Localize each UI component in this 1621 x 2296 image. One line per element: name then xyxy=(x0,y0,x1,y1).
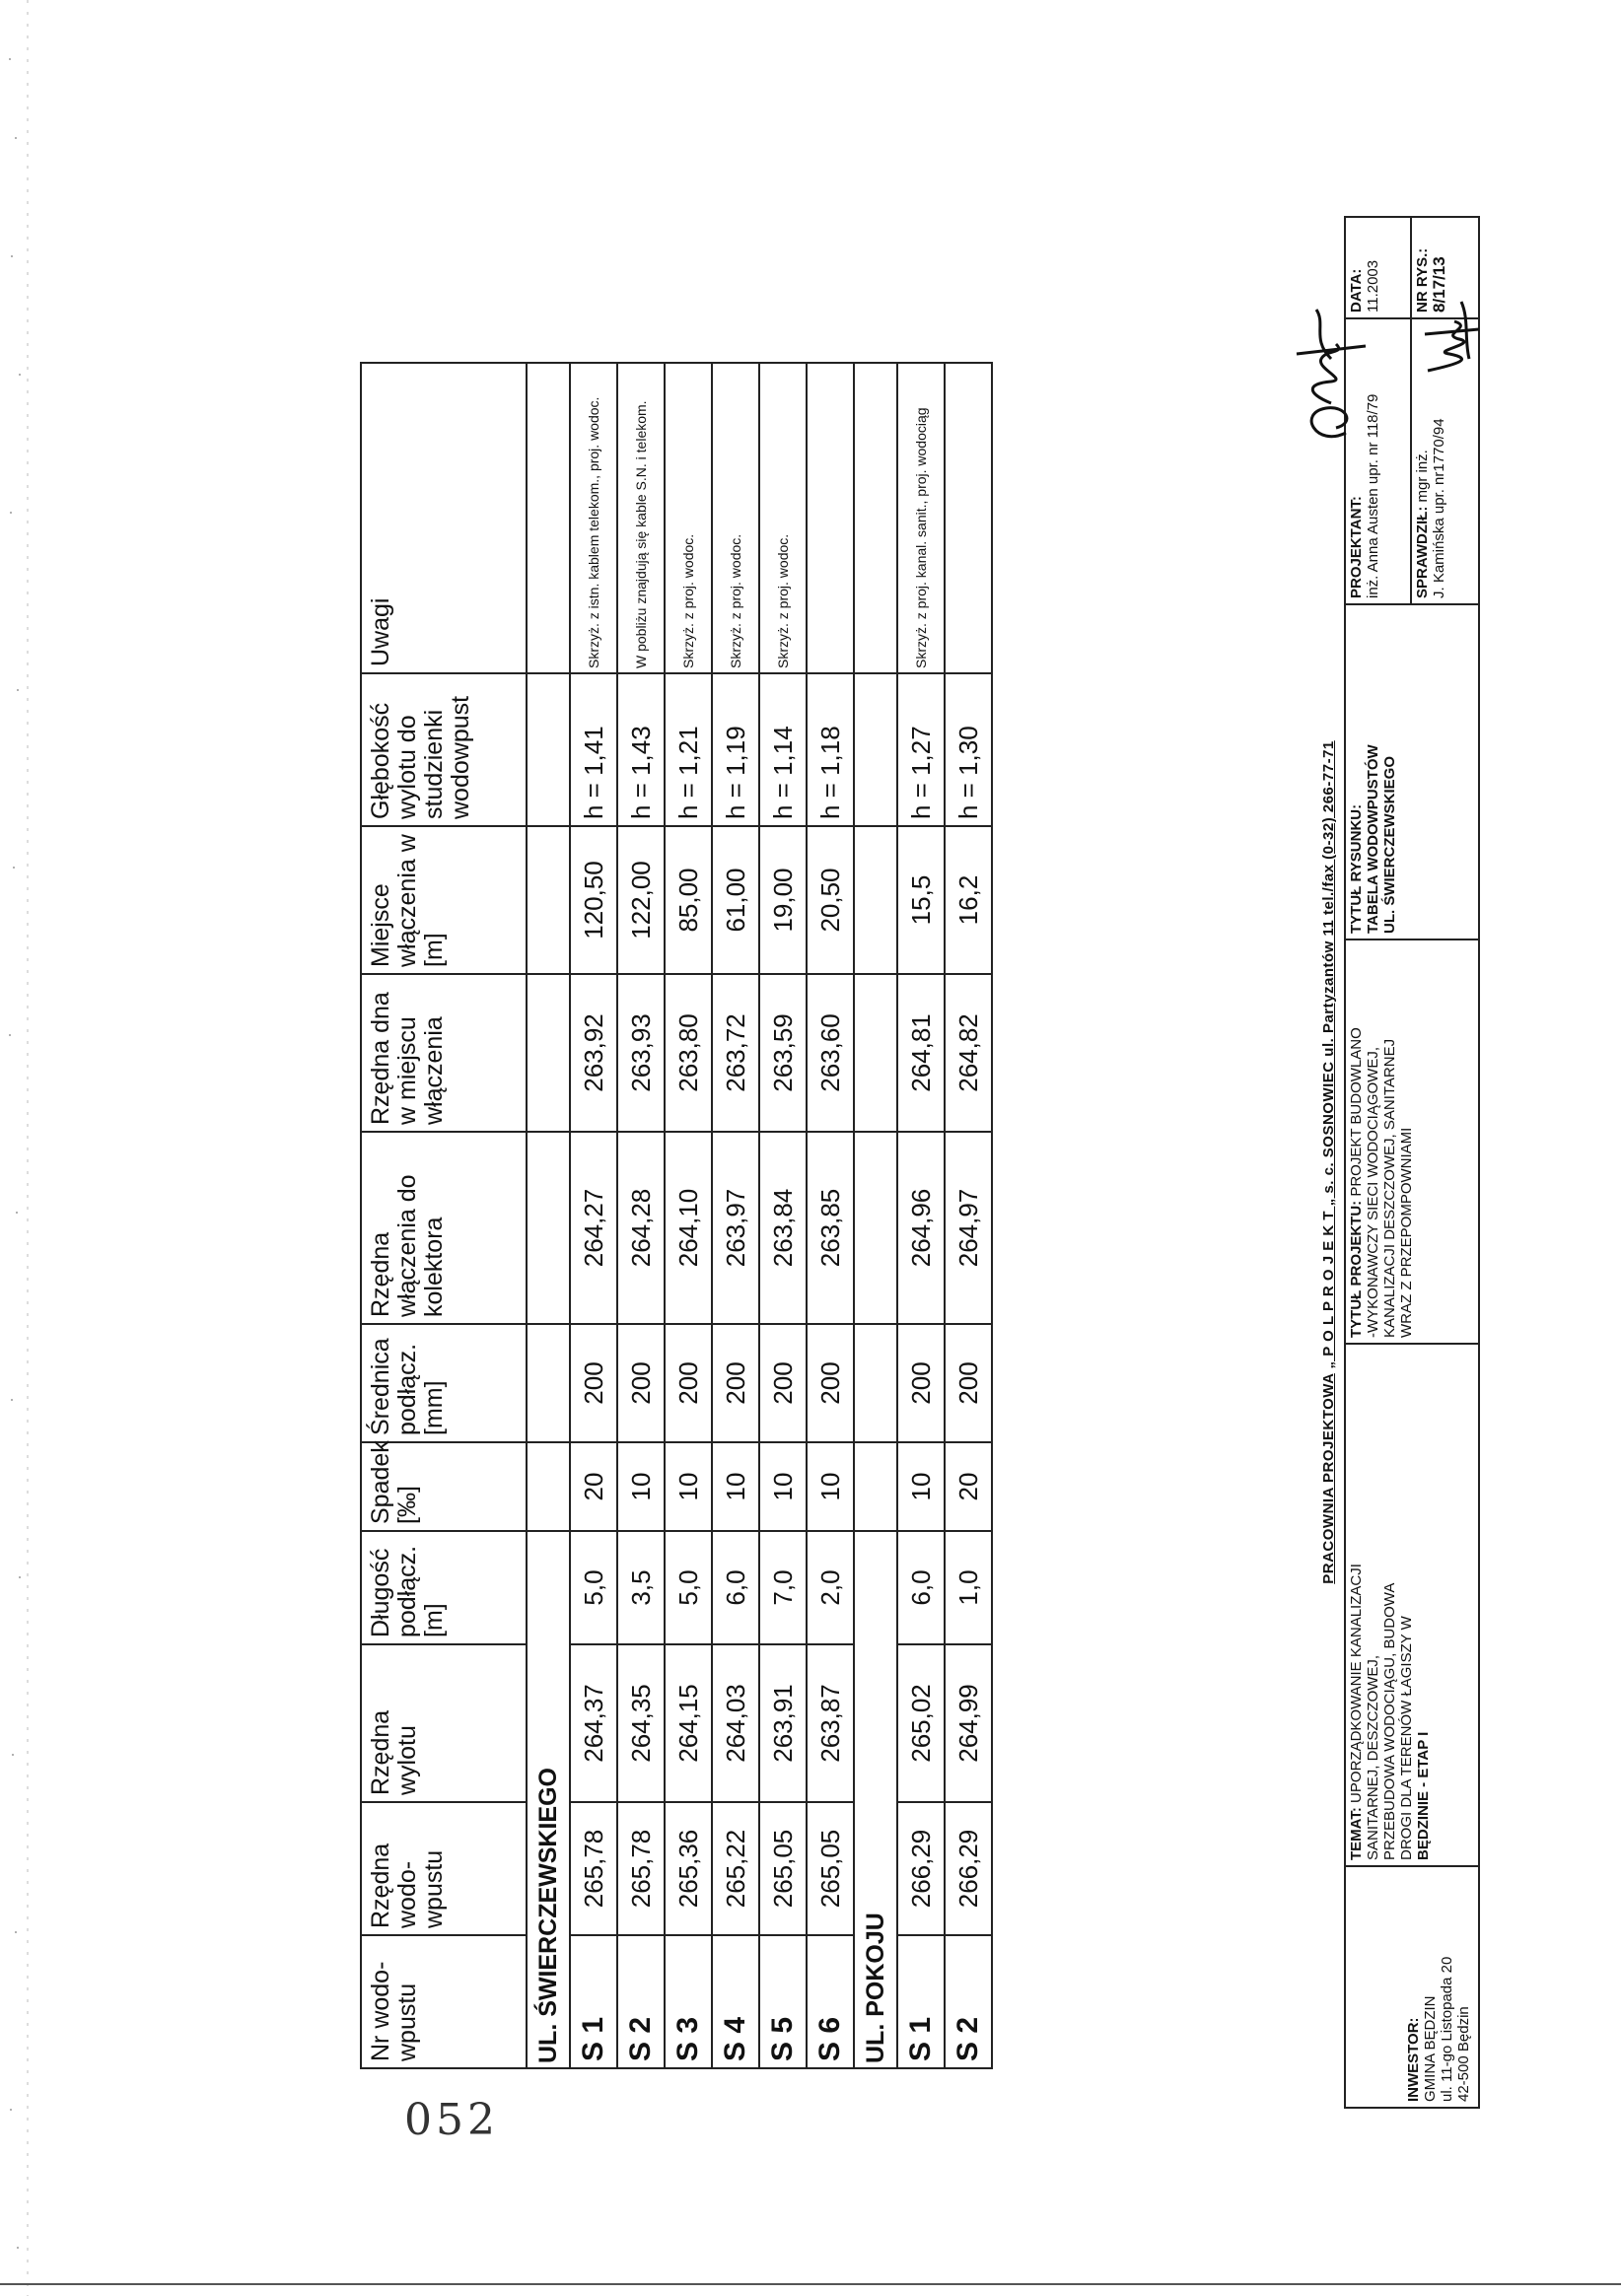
cell-inlet-elevation: 265,22 xyxy=(712,1802,759,1935)
project-title-line: -WYKONAWCZY SIECI WODOCIĄGOWEJ, xyxy=(1365,1046,1381,1338)
section-row-filler xyxy=(854,363,897,673)
section-row-filler xyxy=(854,1132,897,1324)
header-remarks: Uwagi xyxy=(361,363,527,673)
cell-nr: S 1 xyxy=(897,1935,945,2068)
cell-bottom-elevation: 264,82 xyxy=(945,974,992,1132)
cell-bottom-elevation: 263,80 xyxy=(665,974,712,1132)
section-row-filler xyxy=(527,826,570,974)
section-row-filler xyxy=(854,974,897,1132)
cell-remarks: W pobliżu znajdują się kable S.N. i telekom. xyxy=(617,363,665,673)
cell-length: 3,5 xyxy=(617,1531,665,1644)
cell-slope: 20 xyxy=(945,1442,992,1531)
drawing-number-label: NR RYS.: xyxy=(1414,247,1431,313)
cell-length: 6,0 xyxy=(712,1531,759,1644)
header-connection-elevation: Rzędna włączenia do kolektora xyxy=(361,1132,527,1324)
investor-line: 42-500 Będzin xyxy=(1455,2006,1472,2102)
header-nr: Nr wodo-wpustu xyxy=(361,1935,527,2068)
cell-connection-elevation: 264,10 xyxy=(665,1132,712,1324)
project-title-line: WRAZ Z PRZEPOMPOWNIAMI xyxy=(1398,1127,1415,1338)
cell-connection-place: 85,00 xyxy=(665,826,712,974)
investor-label: INWESTOR: xyxy=(1405,2017,1422,2102)
cell-diameter: 200 xyxy=(665,1324,712,1442)
project-title-label: TYTUŁ PROJEKTU: xyxy=(1348,1200,1365,1338)
cell-connection-place: 16,2 xyxy=(945,826,992,974)
scan-bottom-edge xyxy=(0,2283,1621,2285)
cell-nr: S 1 xyxy=(570,1935,617,2068)
project-title-cell xyxy=(1346,939,1478,1343)
topic-line: UPORZĄDKOWANIE KANALIZACJI xyxy=(1348,1564,1365,1803)
cell-diameter: 200 xyxy=(759,1324,807,1442)
table-row xyxy=(945,363,992,2068)
header-slope: Spadek [‰] xyxy=(361,1442,527,1531)
cell-nr: S 6 xyxy=(807,1935,854,2068)
checker-line: J. Kamińska upr. nr1770/94 xyxy=(1431,418,1447,598)
cell-diameter: 200 xyxy=(897,1324,945,1442)
cell-connection-elevation: 264,96 xyxy=(897,1132,945,1324)
cell-outlet-depth: h = 1,19 xyxy=(712,673,759,826)
cell-diameter: 200 xyxy=(712,1324,759,1442)
cell-slope: 10 xyxy=(807,1442,854,1531)
section-row xyxy=(854,363,897,2068)
cell-outlet-depth: h = 1,14 xyxy=(759,673,807,826)
drawing-title-line: TABELA WODOWPUSTÓW xyxy=(1365,744,1381,934)
cell-inlet-elevation: 265,05 xyxy=(807,1802,854,1935)
cell-bottom-elevation: 264,81 xyxy=(897,974,945,1132)
cell-outlet-elevation: 263,87 xyxy=(807,1644,854,1802)
office-details: „ P O L P R O J E K T „ s. c. SOSNOWIEC ul. Partyzantów 11 tel./fax (0-32) 266-77-71 xyxy=(1320,740,1337,1369)
section-row xyxy=(527,363,570,2068)
table-header-row xyxy=(361,363,527,2068)
cell-bottom-elevation: 263,59 xyxy=(759,974,807,1132)
header-outlet-elevation: Rzędna wylotu xyxy=(361,1644,527,1802)
designer-label: PROJEKTANT: xyxy=(1348,496,1365,598)
cell-diameter: 200 xyxy=(945,1324,992,1442)
cell-outlet-depth: h = 1,18 xyxy=(807,673,854,826)
cell-slope: 10 xyxy=(665,1442,712,1531)
investor-line: GMINA BĘDZIN xyxy=(1422,1995,1439,2102)
topic-line: PRZEBUDOWA WODOCIĄGU, BUDOWA xyxy=(1381,1582,1398,1860)
cell-slope: 10 xyxy=(897,1442,945,1531)
cell-slope: 10 xyxy=(712,1442,759,1531)
table-row xyxy=(807,363,854,2068)
topic-label: TEMAT: xyxy=(1348,1807,1365,1860)
cell-length: 7,0 xyxy=(759,1531,807,1644)
cell-outlet-elevation: 264,99 xyxy=(945,1644,992,1802)
section-row-filler xyxy=(527,1324,570,1442)
cell-inlet-elevation: 265,78 xyxy=(570,1802,617,1935)
table-row xyxy=(897,363,945,2068)
investor-cell xyxy=(1346,1865,1478,2107)
cell-connection-place: 15,5 xyxy=(897,826,945,974)
header-connection-place: Miejsce włączenia w [m] xyxy=(361,826,527,974)
cell-outlet-elevation: 264,03 xyxy=(712,1644,759,1802)
cell-connection-elevation: 264,97 xyxy=(945,1132,992,1324)
table-row xyxy=(759,363,807,2068)
section-row-filler xyxy=(854,1324,897,1442)
title-block-header xyxy=(1316,216,1342,2109)
cell-length: 6,0 xyxy=(897,1531,945,1644)
cell-remarks: Skrzyż. z proj. wodoc. xyxy=(759,363,807,673)
cell-outlet-depth: h = 1,43 xyxy=(617,673,665,826)
cell-nr: S 4 xyxy=(712,1935,759,2068)
cell-connection-place: 19,00 xyxy=(759,826,807,974)
checker-signature xyxy=(1420,300,1481,379)
topic-line: BĘDZINIE - ETAP I xyxy=(1415,1731,1432,1860)
cell-outlet-depth: h = 1,27 xyxy=(897,673,945,826)
section-row-filler xyxy=(527,673,570,826)
cell-inlet-elevation: 265,36 xyxy=(665,1802,712,1935)
cell-remarks: Skrzyż. z proj. wodoc. xyxy=(665,363,712,673)
cell-remarks xyxy=(807,363,854,673)
cell-outlet-elevation: 264,15 xyxy=(665,1644,712,1802)
date-area xyxy=(1346,218,1412,317)
drawing-title-line: UL. ŚWIERCZEWSKIEGO xyxy=(1381,756,1398,934)
section-name: UL. ŚWIERCZEWSKIEGO xyxy=(527,1531,570,2068)
cell-bottom-elevation: 263,92 xyxy=(570,974,617,1132)
cell-bottom-elevation: 263,93 xyxy=(617,974,665,1132)
header-diameter: Średnica podłącz. [mm] xyxy=(361,1324,527,1442)
section-name: UL. POKOJU xyxy=(854,1531,897,2068)
cell-length: 1,0 xyxy=(945,1531,992,1644)
section-row-filler xyxy=(854,673,897,826)
section-row-filler xyxy=(527,974,570,1132)
cell-connection-place: 120,50 xyxy=(570,826,617,974)
cell-remarks xyxy=(945,363,992,673)
header-bottom-elevation: Rzędna dna w miejscu włączenia xyxy=(361,974,527,1132)
section-row-filler xyxy=(527,1132,570,1324)
header-length: Długość podłącz. [m] xyxy=(361,1531,527,1644)
title-block xyxy=(1316,216,1482,2109)
cell-length: 2,0 xyxy=(807,1531,854,1644)
cell-bottom-elevation: 263,60 xyxy=(807,974,854,1132)
cell-slope: 20 xyxy=(570,1442,617,1531)
topic-line: SANITARNEJ, DESZCZOWEJ, xyxy=(1365,1654,1381,1860)
header-inlet-elevation: Rzędna wodo-wpustu xyxy=(361,1802,527,1935)
cell-slope: 10 xyxy=(617,1442,665,1531)
cell-connection-place: 61,00 xyxy=(712,826,759,974)
designer-signature xyxy=(1277,305,1371,452)
drawing-title-label: TYTUŁ RYSUNKU: xyxy=(1348,803,1365,934)
cell-outlet-depth: h = 1,21 xyxy=(665,673,712,826)
cell-connection-elevation: 264,28 xyxy=(617,1132,665,1324)
page-number: 052 xyxy=(404,2095,499,2145)
checker-label: SPRAWDZIŁ: xyxy=(1414,506,1431,598)
project-title-line: PROJEKT BUDOWLANO xyxy=(1348,1027,1365,1197)
cell-inlet-elevation: 266,29 xyxy=(945,1802,992,1935)
table-row xyxy=(712,363,759,2068)
cell-inlet-elevation: 266,29 xyxy=(897,1802,945,1935)
section-row-filler xyxy=(527,363,570,673)
cell-inlet-elevation: 265,05 xyxy=(759,1802,807,1935)
cell-nr: S 3 xyxy=(665,1935,712,2068)
cell-nr: S 2 xyxy=(945,1935,992,2068)
section-row-filler xyxy=(854,1442,897,1531)
section-row-filler xyxy=(854,826,897,974)
checker-line: mgr inż. xyxy=(1414,450,1431,503)
title-block-grid xyxy=(1344,216,1480,2109)
cell-connection-place: 20,50 xyxy=(807,826,854,974)
cell-outlet-depth: h = 1,41 xyxy=(570,673,617,826)
cell-connection-place: 122,00 xyxy=(617,826,665,974)
investor-line: ul. 11-go Listopada 20 xyxy=(1439,1956,1455,2102)
cell-connection-elevation: 263,85 xyxy=(807,1132,854,1324)
cell-diameter: 200 xyxy=(807,1324,854,1442)
cell-inlet-elevation: 265,78 xyxy=(617,1802,665,1935)
date-label: DATA: xyxy=(1348,268,1365,313)
cell-remarks: Skrzyż. z proj. wodoc. xyxy=(712,363,759,673)
cell-outlet-depth: h = 1,30 xyxy=(945,673,992,826)
drawing-number-value: 8/17/13 xyxy=(1430,256,1448,313)
header-outlet-depth: Głębokość wylotu do studzienki wodowpust xyxy=(361,673,527,826)
date-value: 11.2003 xyxy=(1365,259,1381,313)
drawing-title-cell xyxy=(1346,603,1478,939)
cell-length: 5,0 xyxy=(665,1531,712,1644)
office-name: PRACOWNIA PROJEKTOWA xyxy=(1320,1373,1337,1584)
cell-connection-elevation: 264,27 xyxy=(570,1132,617,1324)
cell-connection-elevation: 263,84 xyxy=(759,1132,807,1324)
cell-outlet-elevation: 263,91 xyxy=(759,1644,807,1802)
cell-nr: S 2 xyxy=(617,1935,665,2068)
topic-line: DROGI DLA TERENÓW ŁAGISZY W xyxy=(1398,1616,1415,1860)
table-row xyxy=(665,363,712,2068)
cell-outlet-elevation: 264,37 xyxy=(570,1644,617,1802)
cell-remarks: Skrzyż. z istn. kablem telekom., proj. wodoc. xyxy=(570,363,617,673)
cell-length: 5,0 xyxy=(570,1531,617,1644)
cell-remarks: Skrzyż. z proj. kanal. sanit., proj. wodociąg xyxy=(897,363,945,673)
cell-connection-elevation: 263,97 xyxy=(712,1132,759,1324)
table-row xyxy=(617,363,665,2068)
cell-outlet-elevation: 265,02 xyxy=(897,1644,945,1802)
cell-diameter: 200 xyxy=(617,1324,665,1442)
cell-slope: 10 xyxy=(759,1442,807,1531)
designer-name: inż. Anna Austen upr. nr 118/79 xyxy=(1365,393,1381,598)
table-row xyxy=(570,363,617,2068)
cell-outlet-elevation: 264,35 xyxy=(617,1644,665,1802)
drain-inlet-table xyxy=(360,362,993,2069)
section-row-filler xyxy=(527,1442,570,1531)
cell-nr: S 5 xyxy=(759,1935,807,2068)
cell-diameter: 200 xyxy=(570,1324,617,1442)
cell-bottom-elevation: 263,72 xyxy=(712,974,759,1132)
topic-cell xyxy=(1346,1343,1478,1865)
project-title-line: KANALIZACJI DESZCZOWEJ, SANITARNEJ xyxy=(1381,1038,1398,1338)
